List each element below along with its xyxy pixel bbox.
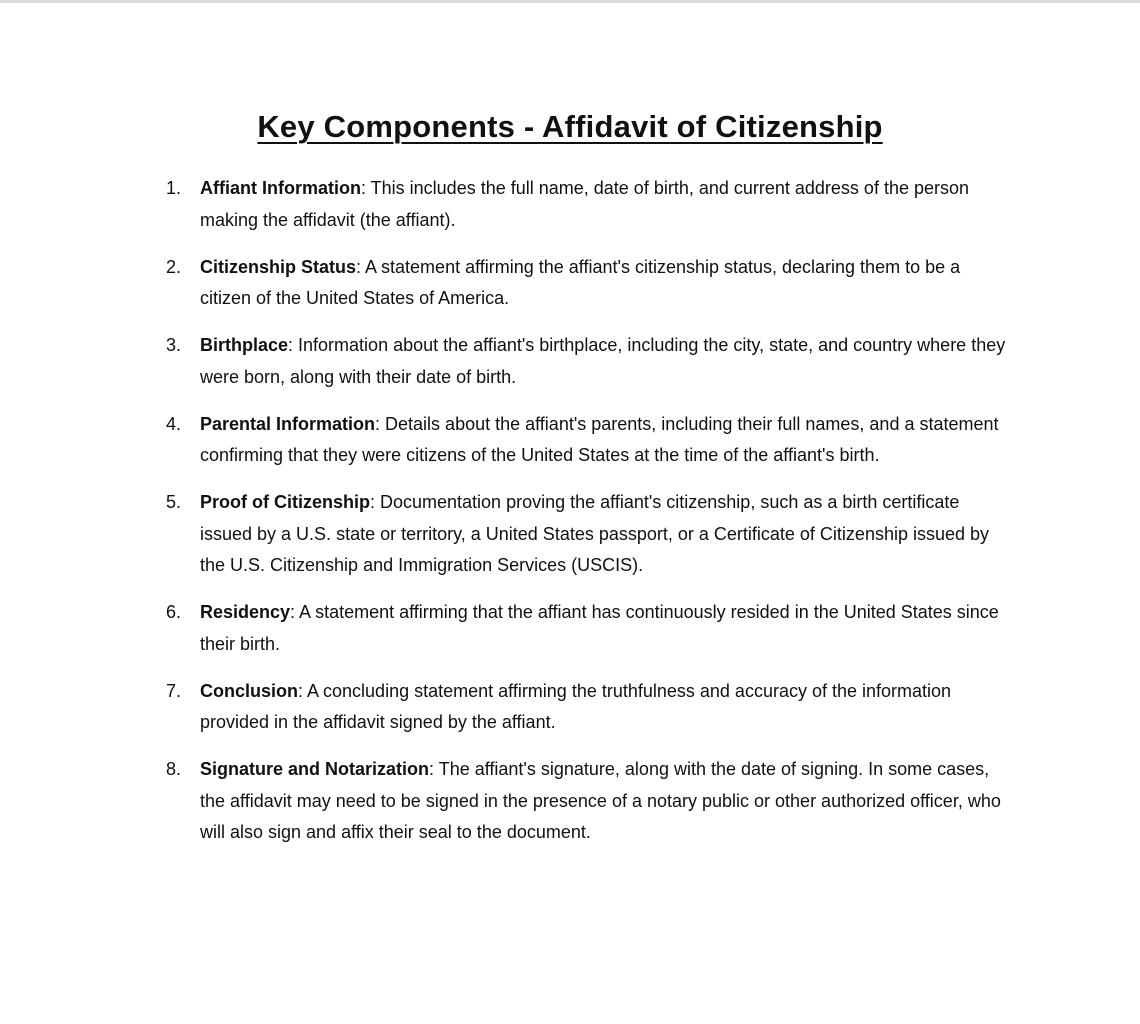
list-item — [166, 754, 1016, 849]
item-term: Citizenship Status — [200, 256, 357, 277]
item-number: 2. — [166, 256, 182, 277]
item-number: 4. — [166, 413, 182, 434]
item-term: Signature and Notarization — [200, 759, 430, 779]
list-item — [166, 409, 1016, 472]
item-term: Parental Information — [200, 413, 376, 434]
item-text: : Information about the affiant's birthplace, including the city, state, and country where they were born, along with their date of birth. — [200, 335, 1006, 387]
list-item — [166, 676, 1016, 739]
document-title: Key Components - Affidavit of Citizenship — [257, 109, 883, 144]
item-text: : A statement affirming that the affiant has continuously resided in the United States since their birth. — [200, 602, 999, 654]
list-item — [166, 252, 1016, 315]
item-term: Birthplace — [200, 335, 289, 355]
item-number: 6. — [166, 602, 182, 622]
item-text: : A statement affirming the affiant's citizenship status, declaring them to be a citizen of the United States of America. — [200, 256, 961, 308]
item-term: Proof of Citizenship — [200, 492, 370, 512]
list-item — [166, 173, 1016, 236]
item-number: 1. — [166, 178, 182, 198]
item-number: 3. — [166, 335, 182, 355]
item-text: : Details about the affiant's parents, including their full names, and a statement confirming that they were citizens of the United States at the time of the affiant's birth. — [200, 413, 999, 465]
item-term: Conclusion — [200, 680, 298, 701]
list-item — [166, 487, 1016, 582]
item-text: : Documentation proving the affiant's citizenship, such as a birth certificate issued by a U.S. state or territory, a United States passport, or a Certificate of Citizenship issued by the U.S. Citizenship and Immigration Services (USCIS). — [200, 492, 990, 575]
item-term: Affiant Information — [200, 178, 361, 198]
list-item — [166, 330, 1016, 393]
item-number: 8. — [166, 759, 182, 779]
item-text: : The affiant's signature, along with the date of signing. In some cases, the affidavit may need to be signed in the presence of a notary public or other authorized officer, who will also sign and affix their seal to the document. — [200, 759, 1001, 842]
item-number: 5. — [166, 492, 182, 512]
list-item — [166, 597, 1016, 660]
item-term: Residency — [200, 602, 291, 622]
item-text: : This includes the full name, date of birth, and current address of the person making the affidavit (the affiant). — [200, 178, 970, 230]
item-text: : A concluding statement affirming the truthfulness and accuracy of the information provided in the affidavit signed by the affiant. — [200, 680, 952, 732]
item-number: 7. — [166, 680, 182, 701]
components-list — [166, 173, 1016, 864]
